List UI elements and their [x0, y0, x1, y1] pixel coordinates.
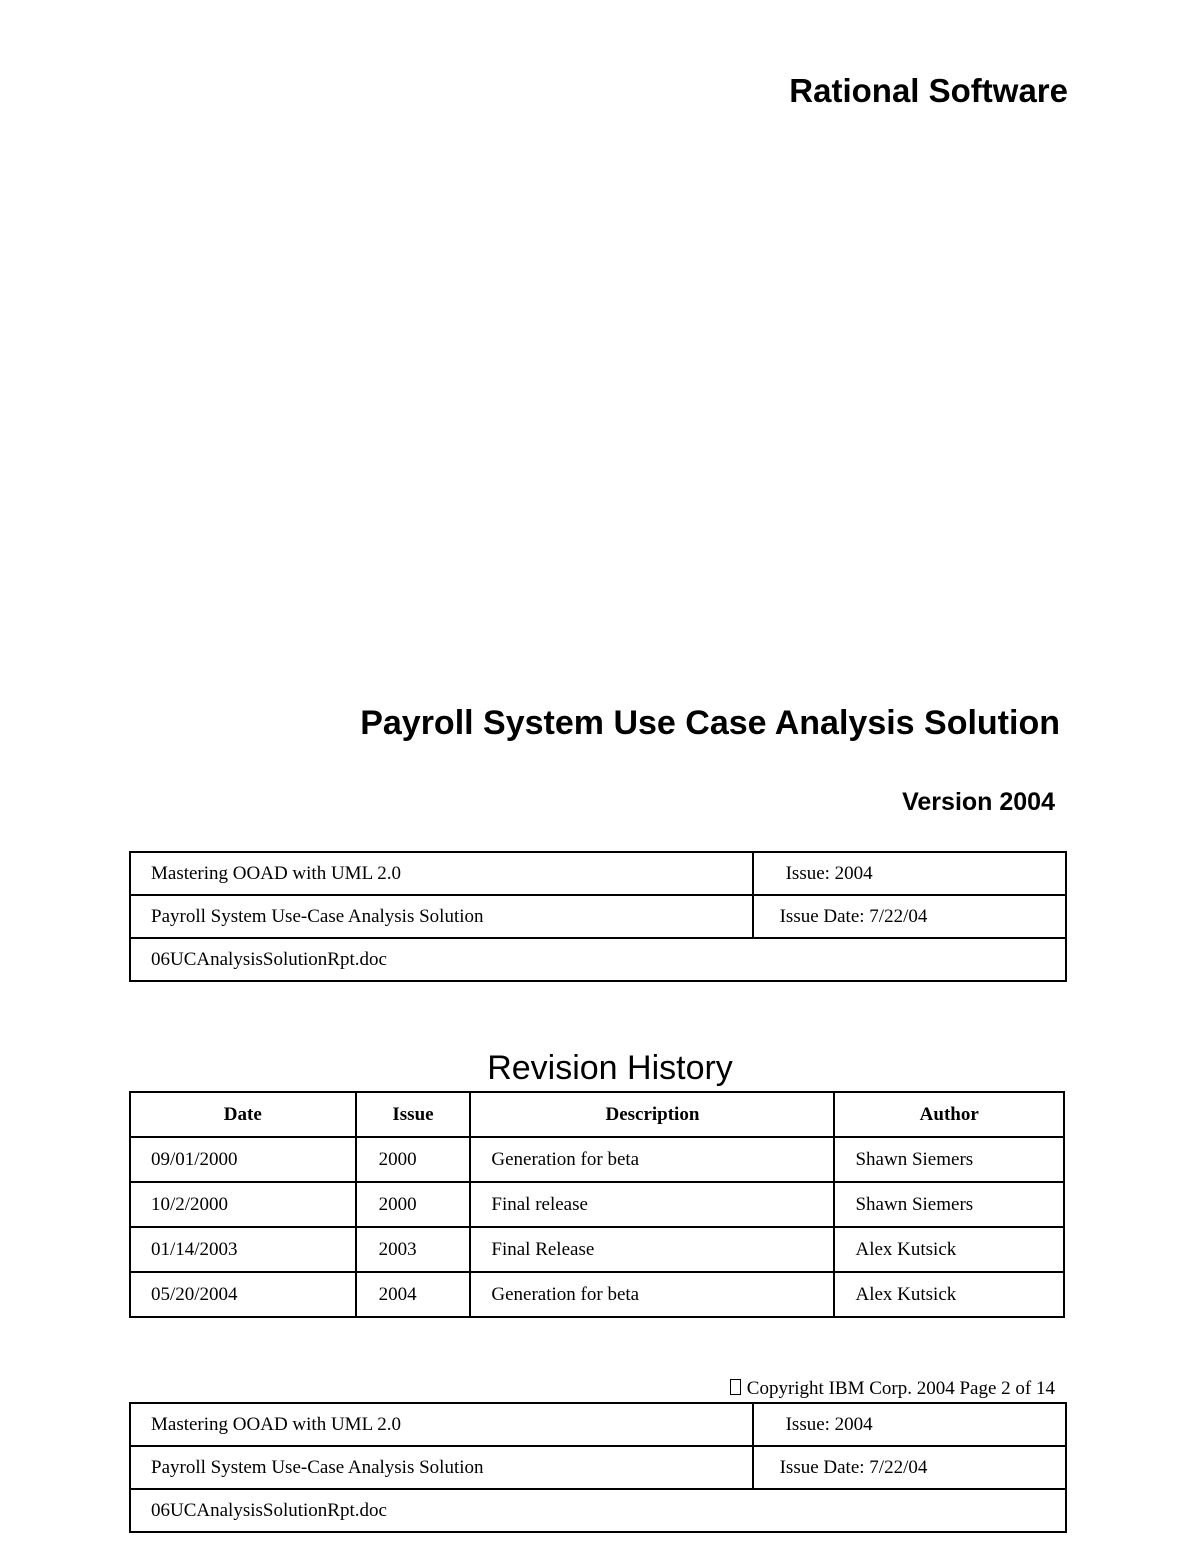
issue-date-cell: Issue Date: 7/22/04 — [753, 1446, 1066, 1489]
issue-cell: 2000 — [356, 1182, 471, 1227]
date-cell: 09/01/2000 — [130, 1137, 356, 1182]
filename-cell: 06UCAnalysisSolutionRpt.doc — [130, 938, 1066, 981]
date-cell: 05/20/2004 — [130, 1272, 356, 1317]
course-cell: Mastering OOAD with UML 2.0 — [130, 1403, 753, 1446]
copyright-text: Copyright IBM Corp. 2004 Page 2 of 14 — [746, 1378, 1055, 1399]
table-header-row — [130, 1092, 1064, 1137]
revision-history-title: Revision History — [487, 1049, 733, 1087]
author-cell: Alex Kutsick — [834, 1272, 1064, 1317]
document-info-table — [129, 851, 1067, 982]
table-row — [130, 938, 1066, 981]
table-row — [130, 1446, 1066, 1489]
copyright-line — [730, 1378, 1055, 1400]
description-cell: Generation for beta — [470, 1272, 834, 1317]
table-row — [130, 1489, 1066, 1532]
copyright-icon — [730, 1379, 741, 1395]
company-name: Rational Software — [789, 72, 1068, 109]
document-title: Payroll System Use Case Analysis Solution — [360, 704, 1060, 742]
footer-info-table — [129, 1402, 1067, 1533]
author-cell: Alex Kutsick — [834, 1227, 1064, 1272]
subject-cell: Payroll System Use-Case Analysis Solution — [130, 895, 753, 938]
issue-cell: Issue: 2004 — [753, 852, 1066, 895]
issue-date-cell: Issue Date: 7/22/04 — [753, 895, 1066, 938]
course-cell: Mastering OOAD with UML 2.0 — [130, 852, 753, 895]
author-cell: Shawn Siemers — [834, 1182, 1064, 1227]
column-header-date: Date — [130, 1092, 356, 1137]
table-row — [130, 1227, 1064, 1272]
column-header-author: Author — [834, 1092, 1064, 1137]
description-cell: Generation for beta — [470, 1137, 834, 1182]
table-row — [130, 1182, 1064, 1227]
issue-cell: 2003 — [356, 1227, 471, 1272]
filename-cell: 06UCAnalysisSolutionRpt.doc — [130, 1489, 1066, 1532]
table-row — [130, 1272, 1064, 1317]
date-cell: 01/14/2003 — [130, 1227, 356, 1272]
table-row — [130, 852, 1066, 895]
revision-history-table — [129, 1091, 1065, 1318]
column-header-issue: Issue — [356, 1092, 471, 1137]
table-row — [130, 895, 1066, 938]
author-cell: Shawn Siemers — [834, 1137, 1064, 1182]
issue-cell: 2000 — [356, 1137, 471, 1182]
table-row — [130, 1137, 1064, 1182]
date-cell: 10/2/2000 — [130, 1182, 356, 1227]
document-version: Version 2004 — [902, 788, 1055, 816]
issue-cell: 2004 — [356, 1272, 471, 1317]
column-header-description: Description — [470, 1092, 834, 1137]
subject-cell: Payroll System Use-Case Analysis Solution — [130, 1446, 753, 1489]
description-cell: Final release — [470, 1182, 834, 1227]
issue-cell: Issue: 2004 — [753, 1403, 1066, 1446]
table-row — [130, 1403, 1066, 1446]
description-cell: Final Release — [470, 1227, 834, 1272]
